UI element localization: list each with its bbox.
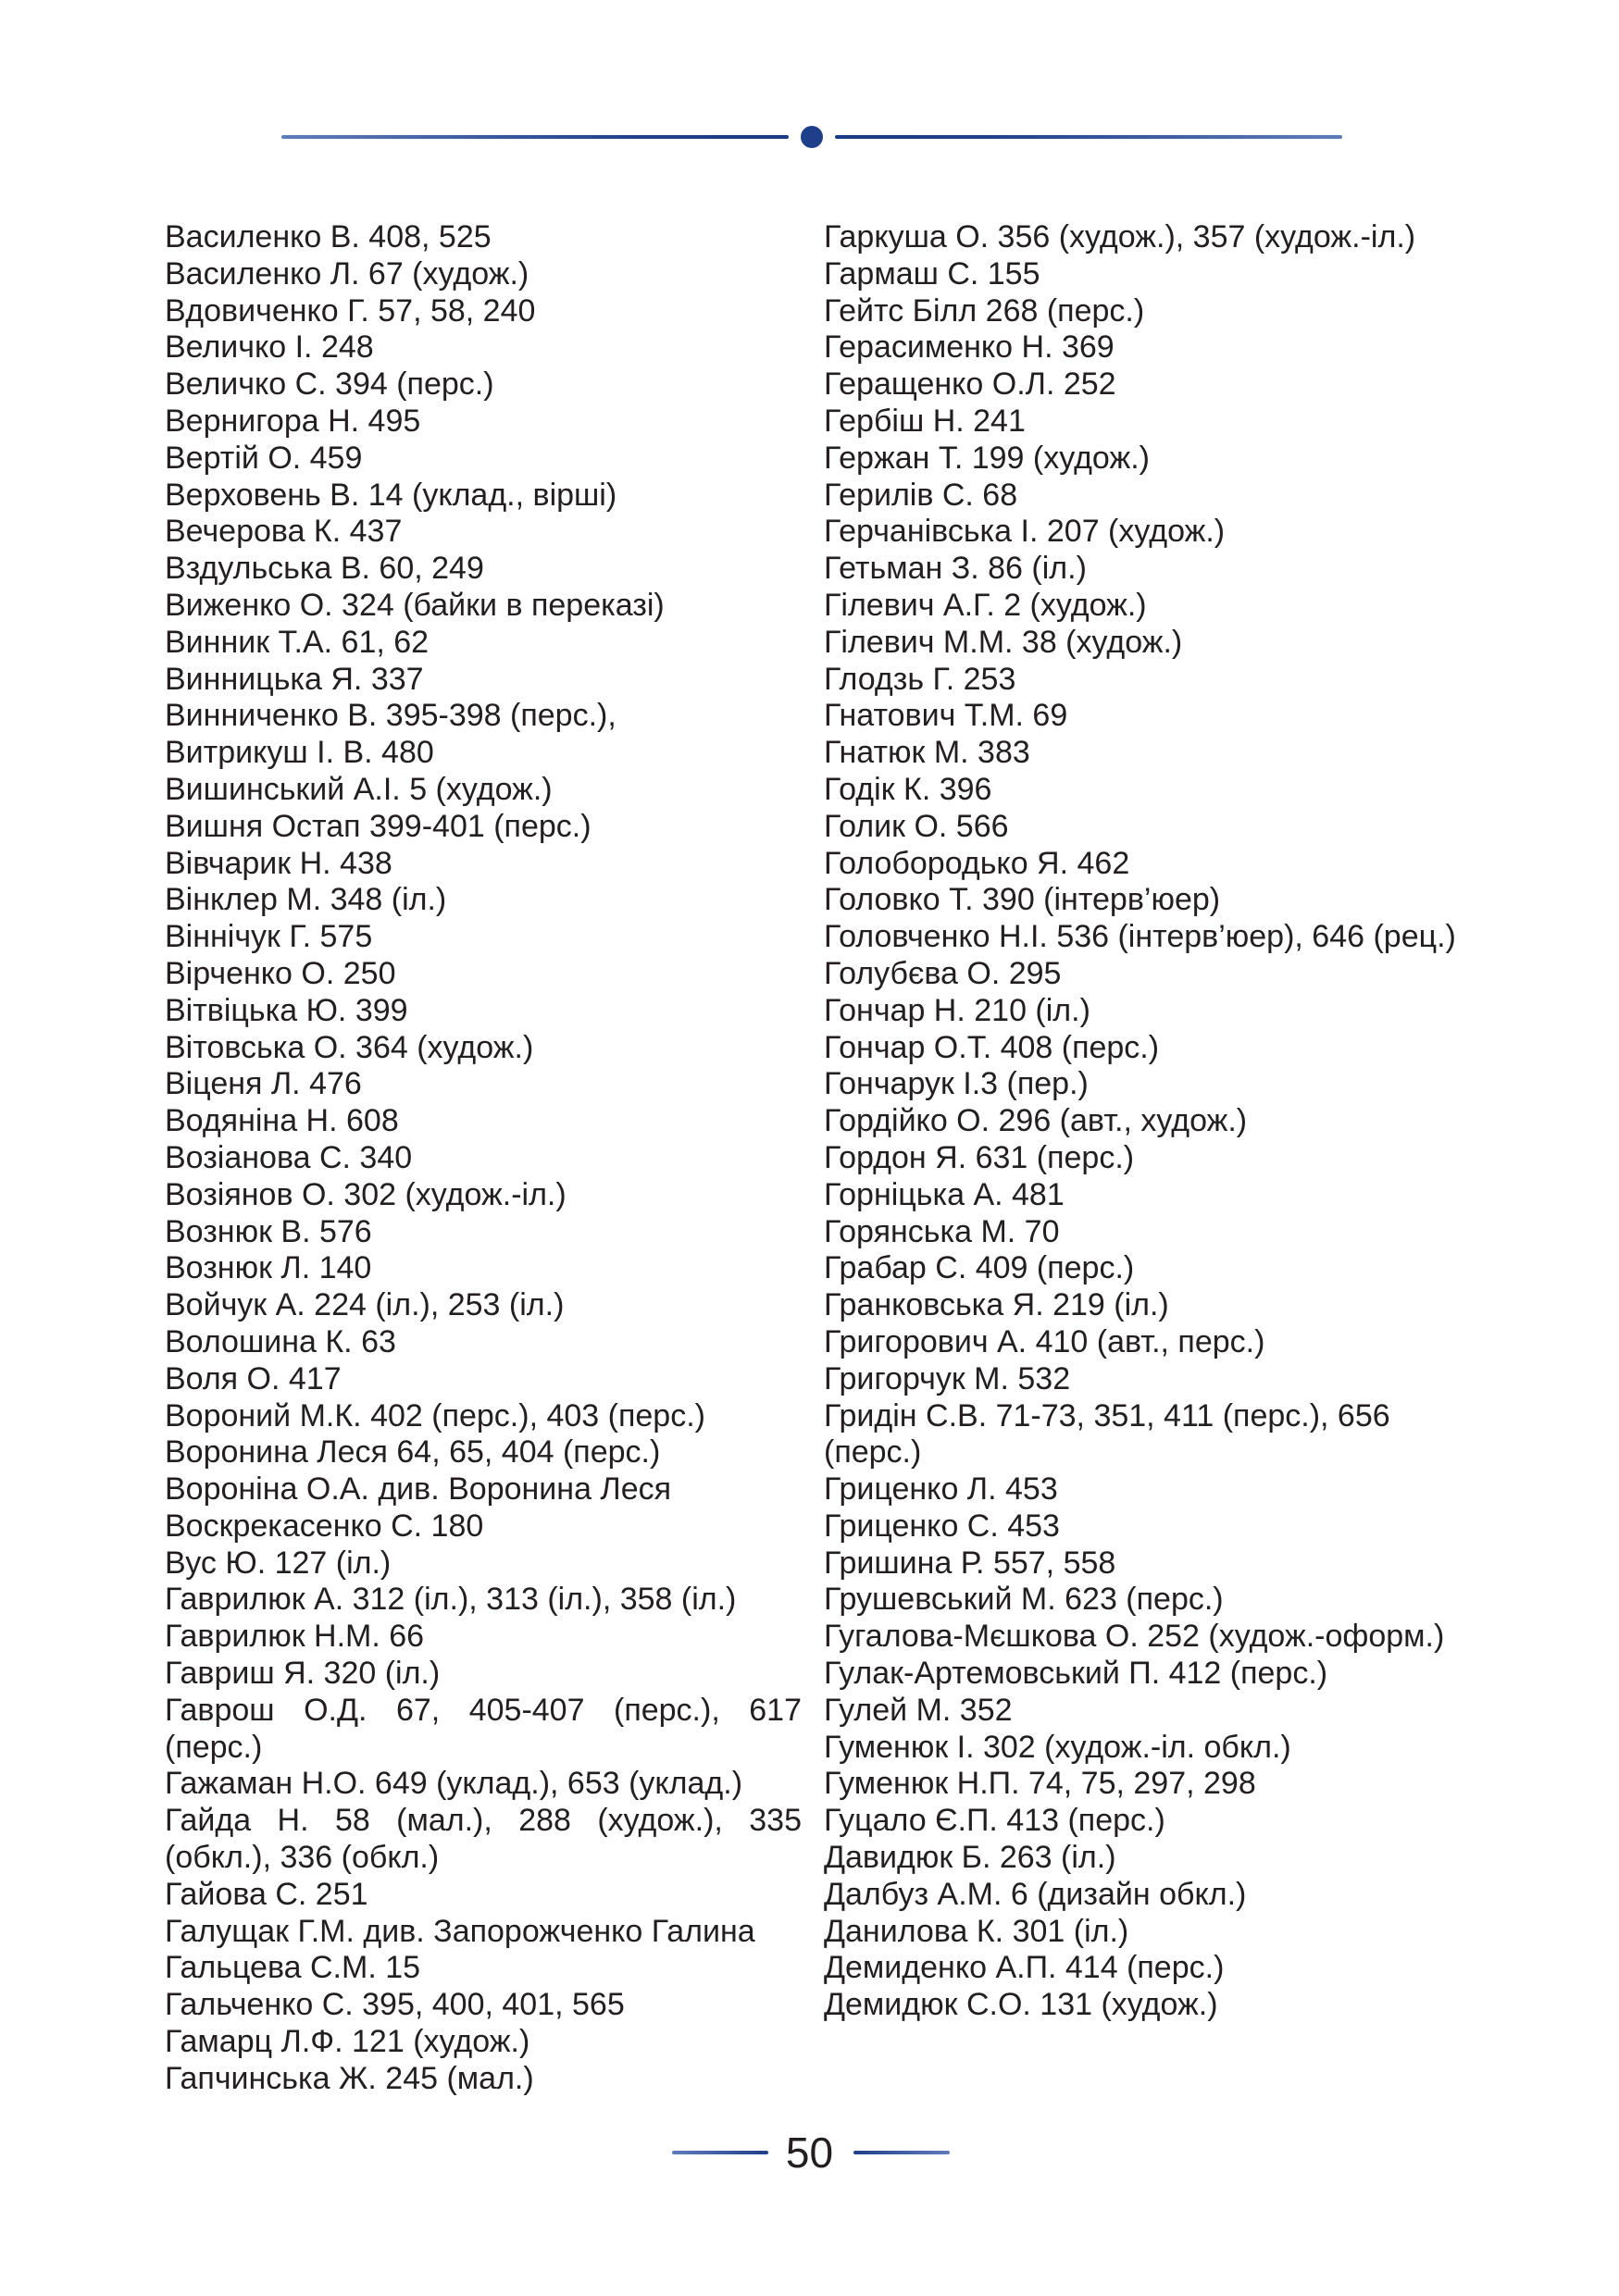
index-entry: Гордійко О. 296 (авт., худож.) (824, 1103, 1248, 1139)
index-entry: Гербіш Н. 241 (824, 403, 1026, 439)
index-entry: Головченко Н.І. 536 (інтерв’юер), 646 (рец.) (824, 919, 1456, 955)
index-entry: Гончар Н. 210 (іл.) (824, 992, 1090, 1028)
index-entry: Винниченко В. 395-398 (перс.), (165, 698, 616, 734)
index-entry: Гайда Н. 58 (мал.), 288 (худож.), 335 (обкл.), 336 (обкл.) (165, 1803, 802, 1876)
index-entry: Вознюк В. 576 (165, 1213, 372, 1249)
index-entry: Демиденко А.П. 414 (перс.) (824, 1950, 1225, 1986)
index-entry: Гайова С. 251 (165, 1876, 368, 1912)
index-entry: Гальченко С. 395, 400, 401, 565 (165, 1987, 625, 2023)
index-entry: Гетьман З. 86 (іл.) (824, 551, 1087, 587)
index-entry: Гавриш Я. 320 (іл.) (165, 1656, 441, 1692)
index-entry: Далбуз А.М. 6 (дизайн обкл.) (824, 1876, 1247, 1912)
index-entry: Величко І. 248 (165, 329, 374, 366)
index-entry: Гнатович Т.М. 69 (824, 698, 1068, 734)
index-entry: Годік К. 396 (824, 771, 992, 807)
index-entry: Гришина Р. 557, 558 (824, 1545, 1116, 1581)
index-entry: Вірченко О. 250 (165, 955, 396, 991)
index-entry: Вітвіцька Ю. 399 (165, 992, 408, 1028)
index-entry: Гаврилюк А. 312 (іл.), 313 (іл.), 358 (іл.) (165, 1582, 737, 1618)
index-entry: Гуцало Є.П. 413 (перс.) (824, 1803, 1165, 1839)
index-entry: Волошина К. 63 (165, 1323, 396, 1359)
index-entry: Воронина Леся 64, 65, 404 (перс.) (165, 1434, 661, 1471)
page-number-rule-left (672, 2151, 768, 2154)
index-entry: Вернигора Н. 495 (165, 403, 421, 439)
index-entry: Герилів С. 68 (824, 477, 1018, 513)
index-entry: Гілевич М.М. 38 (худож.) (824, 624, 1183, 660)
index-entry: Вдовиченко Г. 57, 58, 240 (165, 292, 536, 329)
index-entry: Гридін С.В. 71-73, 351, 411 (перс.), 656 (перс.) (824, 1397, 1390, 1471)
index-entry: Голубєва О. 295 (824, 955, 1062, 991)
page-number-rule-right (853, 2151, 950, 2154)
header-rule-left (281, 135, 789, 139)
index-entry: Вечерова К. 437 (165, 514, 403, 550)
index-entry: Голобородько Я. 462 (824, 845, 1130, 881)
index-entry: Величко С. 394 (перс.) (165, 366, 494, 403)
index-entry: Василенко В. 408, 525 (165, 219, 492, 254)
index-entry: Грушевський М. 623 (перс.) (824, 1582, 1224, 1618)
index-entry: Горніцька А. 481 (824, 1176, 1065, 1212)
page-number: 50 (785, 2128, 834, 2177)
index-entry: Віннічук Г. 575 (165, 919, 373, 955)
index-entry: Гамарц Л.Ф. 121 (худож.) (165, 2024, 530, 2060)
index-column-right (824, 219, 1472, 2024)
index-entry: Гаркуша О. 356 (худож.), 357 (худож.-іл.) (824, 219, 1416, 254)
index-entry: Давидюк Б. 263 (іл.) (824, 1840, 1116, 1876)
index-entry: Воскрекасенко С. 180 (165, 1508, 484, 1544)
index-entry: Гуменюк І. 302 (худож.-іл. обкл.) (824, 1729, 1291, 1765)
index-entry: Герасименко Н. 369 (824, 329, 1115, 366)
index-entry: Голик О. 566 (824, 808, 1009, 844)
index-column-left (165, 219, 802, 2098)
index-entry: Григорович А. 410 (авт., перс.) (824, 1323, 1265, 1359)
index-entry: Гугалова-Мєшкова О. 252 (худож.-оформ.) (824, 1619, 1445, 1655)
header-rule-right (835, 135, 1342, 139)
index-entry: Водяніна Н. 608 (165, 1103, 399, 1139)
header-rule-dot (801, 126, 823, 148)
index-entry: Вітовська О. 364 (худож.) (165, 1029, 534, 1065)
index-entry: Гриценко С. 453 (824, 1508, 1060, 1544)
index-entry: Винник Т.А. 61, 62 (165, 624, 430, 660)
index-entry: Гаврилюк Н.М. 66 (165, 1619, 425, 1655)
index-entry: Вінклер М. 348 (іл.) (165, 882, 447, 918)
index-entry: Гапчинська Ж. 245 (мал.) (165, 2060, 534, 2096)
index-entry: Гержан Т. 199 (худож.) (824, 440, 1150, 476)
index-entry: Горянська М. 70 (824, 1213, 1060, 1249)
index-entry: Григорчук М. 532 (824, 1360, 1071, 1396)
index-entry: Гілевич А.Г. 2 (худож.) (824, 587, 1147, 623)
index-entry: Верховень В. 14 (уклад., вірші) (165, 477, 617, 513)
index-entry: Гриценко Л. 453 (824, 1471, 1058, 1508)
index-entry: Гордон Я. 631 (перс.) (824, 1139, 1135, 1175)
index-entry: Возіанова С. 340 (165, 1139, 413, 1175)
index-entry: Гаврош О.Д. 67, 405-407 (перс.), 617 (перс.) (165, 1692, 802, 1765)
index-entry: Вівчарик Н. 438 (165, 845, 392, 881)
index-entry: Гармаш С. 155 (824, 255, 1040, 292)
index-entry: Віценя Л. 476 (165, 1066, 362, 1102)
index-entry: Винницька Я. 337 (165, 661, 424, 697)
index-entry: Герчанівська І. 207 (худож.) (824, 514, 1226, 550)
index-entry: Гальцева С.М. 15 (165, 1950, 421, 1986)
index-entry: Данилова К. 301 (іл.) (824, 1913, 1129, 1949)
index-entry: Виженко О. 324 (байки в переказі) (165, 587, 665, 623)
index-entry: Галущак Г.М. див. Запорожченко Галина (165, 1913, 755, 1949)
index-entry: Вишня Остап 399-401 (перс.) (165, 808, 592, 844)
index-entry: Грабар С. 409 (перс.) (824, 1250, 1135, 1286)
index-entry: Глодзь Г. 253 (824, 661, 1016, 697)
index-entry: Гулей М. 352 (824, 1692, 1013, 1728)
index-entry: Вороний М.К. 402 (перс.), 403 (перс.) (165, 1397, 705, 1433)
index-entry: Вороніна О.А. див. Воронина Леся (165, 1471, 672, 1508)
index-entry: Демидюк С.О. 131 (худож.) (824, 1987, 1218, 2023)
index-entry: Вишинський А.І. 5 (худож.) (165, 771, 553, 807)
index-entry: Воля О. 417 (165, 1360, 342, 1396)
index-entry: Гейтс Білл 268 (перс.) (824, 292, 1145, 329)
index-entry: Вертій О. 459 (165, 440, 363, 476)
index-entry: Гуменюк Н.П. 74, 75, 297, 298 (824, 1766, 1256, 1802)
index-entry: Вознюк Л. 140 (165, 1250, 372, 1286)
index-entry: Гнатюк М. 383 (824, 735, 1030, 771)
index-entry: Гончар О.Т. 408 (перс.) (824, 1029, 1160, 1065)
index-entry: Вус Ю. 127 (іл.) (165, 1545, 392, 1581)
index-entry: Василенко Л. 67 (худож.) (165, 255, 529, 292)
index-entry: Войчук А. 224 (іл.), 253 (іл.) (165, 1287, 565, 1323)
index-entry: Гончарук І.3 (пер.) (824, 1066, 1089, 1102)
index-entry: Геращенко О.Л. 252 (824, 366, 1116, 403)
index-entry: Витрикуш І. В. 480 (165, 735, 434, 771)
index-entry: Гулак-Артемовський П. 412 (перс.) (824, 1656, 1328, 1692)
index-entry: Головко Т. 390 (інтерв’юер) (824, 882, 1221, 918)
index-entry: Гажаман Н.О. 649 (уклад.), 653 (уклад.) (165, 1766, 743, 1802)
index-entry: Возіянов О. 302 (худож.-іл.) (165, 1176, 567, 1212)
index-entry: Гранковська Я. 219 (іл.) (824, 1287, 1169, 1323)
index-entry: Вздульська В. 60, 249 (165, 551, 484, 587)
